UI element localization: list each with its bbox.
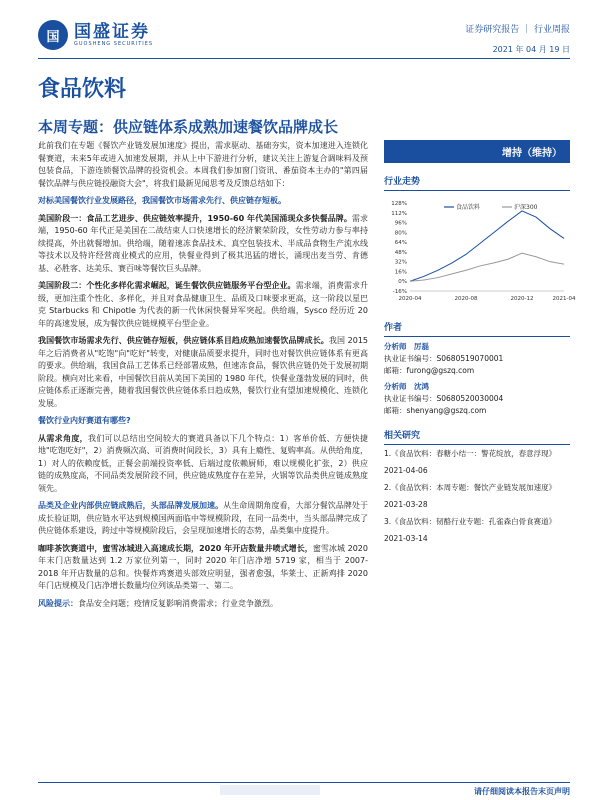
y-tick-label: 0%	[398, 279, 407, 286]
paragraph-china	[38, 335, 368, 410]
paragraph-supply	[38, 500, 368, 538]
y-tick-label: 16%	[394, 269, 407, 276]
question-heading: 餐饮行业内好赛道有哪些?	[38, 416, 131, 425]
related-date: 2021-04-06	[384, 466, 428, 475]
x-tick-label: 2020-12	[510, 296, 534, 302]
footer-decoration	[220, 785, 320, 795]
paragraph-body: 我们可以总结出空间较大的赛道具备以下几个特点：1）客单价低、方便快捷地"吃饱吃好"，2）消费频次高、可消费时间段长，3）具有上瘾性、复购率高。从供给角度，1）对人的依赖度低，正餐会前端投资率低、后端过度依赖厨师，难以规模化扩张，2）供应链的成熟度高，不同品类发展阶段不同，供应链成熟度存在差异，火锅等饮品类供应链成熟度领先。	[38, 433, 369, 493]
paragraph-head: 咖啡茶饮赛道中，蜜雪冰城进入高速成长期，2020 年开店数量井喷式增长，	[38, 543, 313, 553]
author-license: 执业证书编号：S0680519070001	[384, 354, 504, 363]
key-point: 对标美国餐饮行业发展路径，我国餐饮市场需求先行、供应链存短板。	[38, 196, 286, 205]
intro-paragraph: 此前我们在专题《餐饮产业链发展加速度》提出，需求驱动、基础夯实，资本加速进入连锁化餐赛道，未来5年或进入加速发展期，并从上中下游进行分析，建议关注上游复合调味料及预包装食品，下游连锁餐饮品牌的投资机会。本周我们参加窗门资讯、番茄资本主办的"第四届餐饮品牌与供应链投融资大会"，将我们最新见闻思考及反馈总结如下：	[38, 141, 368, 188]
y-tick-label: 32%	[394, 259, 407, 266]
x-tick-label: 2020-08	[454, 296, 478, 302]
paragraph-head: 我国餐饮市场需求先行、供应链存短板，供应链体系目趋成熟加速餐饮品牌成长。	[38, 336, 329, 345]
related-title: 相关研究	[384, 425, 570, 445]
main-content	[38, 140, 368, 615]
paragraph-head: 美国阶段一：食品工艺进步、供应链效率提升，1950-60 年代美国涌现众多快餐品牌。	[38, 213, 352, 223]
topic-title: 本周专题：供应链体系成熟加速餐饮品牌成长	[38, 118, 339, 136]
related-item[interactable]: 3.《食品饮料：韧酪行业专题：孔雀森白骨食赛道》	[384, 517, 557, 526]
related-date: 2021-03-28	[384, 500, 428, 509]
report-type: 证券研究报告 ｜ 行业周报	[465, 25, 570, 35]
paragraph-head: 从需求角度，	[38, 433, 88, 443]
y-tick-label: 64%	[394, 240, 407, 247]
paragraph-head: 品类及企业内部供应链成熟后，头部品牌发展加速。	[38, 501, 224, 510]
sidebar	[384, 140, 576, 550]
header-divider	[38, 58, 570, 59]
related-list	[384, 448, 570, 545]
legend-label: 沪深300	[514, 204, 538, 211]
risk-body: 食品安全问题；疫情反复影响消费需求；行业竞争激烈。	[78, 598, 278, 608]
rating-badge: 增持（维持）	[384, 140, 570, 163]
paragraph-head: 美国阶段二：个性化多样化需求崛起，诞生餐饮供应链服务平台型企业。	[38, 281, 296, 290]
paragraph-us-stage1	[38, 213, 368, 276]
series-line	[410, 211, 564, 281]
sector-title: 食品饮料	[38, 77, 127, 102]
logo	[38, 20, 153, 50]
report-date: 2021 年 04 月 19 日	[492, 45, 570, 54]
risk-paragraph	[38, 598, 368, 611]
paragraph-body: 从生命周期角度看，大部分餐饮品牌处于成长验证期，供应链水平达到规模国两面临中等规模阶段，在同一品类中，当头部品牌完成了供应链体系建设，跨过中等规模阶段后，会呈现加速增长的态势，品类集中度提升。	[38, 501, 369, 535]
x-tick-label: 2021-04	[552, 296, 576, 302]
logo-icon: 国	[38, 20, 68, 50]
y-tick-label: 112%	[391, 210, 407, 217]
logo-name-en: GUOSHENG SECURITIES	[74, 41, 154, 47]
trend-chart	[384, 195, 576, 309]
author-name: 分析师 沈鸿	[384, 382, 429, 391]
y-tick-label: 128%	[391, 201, 407, 207]
risk-head: 风险提示：	[38, 598, 78, 608]
paragraph-body: 需求端，1950-60 年代正是美国在二战结束人口快速增长的经济繁荣阶段，女性劳动力参与率持续提高，外出就餐增加。供给端，随着速冻食品技术、真空包装技术、半成品食物生产流水线等技术以及特许经营商业模式的应用，快餐业得到了极其迅猛的增长，涌现出麦当劳、肯德基、必胜客、达美乐、赛百味等餐饮巨头品牌。	[38, 213, 368, 273]
x-tick-label: 2020-04	[398, 296, 422, 302]
paragraph-us-stage2	[38, 280, 368, 330]
related-item[interactable]: 2.《食品饮料：本周专题：餐饮产业链发展加速度》	[384, 483, 557, 492]
author-block	[384, 341, 570, 417]
y-tick-label: 80%	[394, 230, 407, 237]
author-name: 分析师 厉磊	[384, 342, 429, 351]
paragraph-tea	[38, 543, 368, 593]
authors-title: 作者	[384, 317, 570, 337]
paragraph-body: 我国 2015 年之后消费者从"吃饱"向"吃好"转变，对健康品质要求提升，同时也对餐饮供应链体系有更高的要求。供给端，我国食品工艺体系已经部署成熟，但速冻食品，餐饮供应链仍处于发展初期阶段。横向对比来看，中国餐饮目前从美国下美国的 1980 年代，快餐业蓬勃发展的同时，供应链体系正逐渐完善，随着我国餐饮供应链体系日趋成熟，餐饮行业有望加速规模化、连锁化发展。	[38, 336, 368, 408]
author-license: 执业证书编号：S0680520030004	[384, 394, 504, 403]
legend-label: 食品饮料	[456, 204, 481, 211]
trend-chart-svg	[384, 195, 576, 305]
related-item[interactable]: 1.《食品饮料：春糖小结一：警花绽放，春意浮现》	[384, 449, 557, 458]
report-header	[0, 0, 600, 60]
paragraph-body: 需求端，消费需求升级，更加注重个性化、多样化，并且对食品健康卫生、品质及口味要求更高，这一阶段以星巴克 Starbucks 和 Chipotle 为代表的新一代休闲快餐异军突起。供给端，Sysco 经历近 20 年的高速发展，成为餐饮供应链规模平台型企业。	[38, 281, 369, 328]
paragraph-demand	[38, 433, 368, 496]
footer-divider	[38, 782, 570, 783]
footer-disclaimer: 请仔细阅读本报告末页声明	[474, 787, 570, 796]
trend-title: 行业走势	[384, 171, 570, 191]
paragraph-body: 蜜雪冰城 2020 年末门店数量达到 1.2 万家位列第一，同时 2020 年门店净增 5719 家，相当于 2007-2018 年开店数量的总和。快餐炸鸡赛道头部效应明显，强者愈强，华莱士、正新鸡排 2020 年门店规模及门店净增长数量均位列该品类第一、第二。	[38, 543, 368, 590]
author-email[interactable]: 邮箱：shenyang@gszq.com	[384, 406, 487, 415]
related-date: 2021-03-14	[384, 534, 428, 543]
footer	[0, 780, 600, 800]
y-tick-label: -16%	[392, 289, 407, 295]
y-tick-label: 96%	[394, 220, 407, 227]
author-email[interactable]: 邮箱：furong@gszq.com	[384, 366, 475, 375]
series-line	[410, 253, 564, 281]
logo-name: 国盛证券	[74, 22, 150, 42]
y-tick-label: 48%	[394, 249, 407, 256]
